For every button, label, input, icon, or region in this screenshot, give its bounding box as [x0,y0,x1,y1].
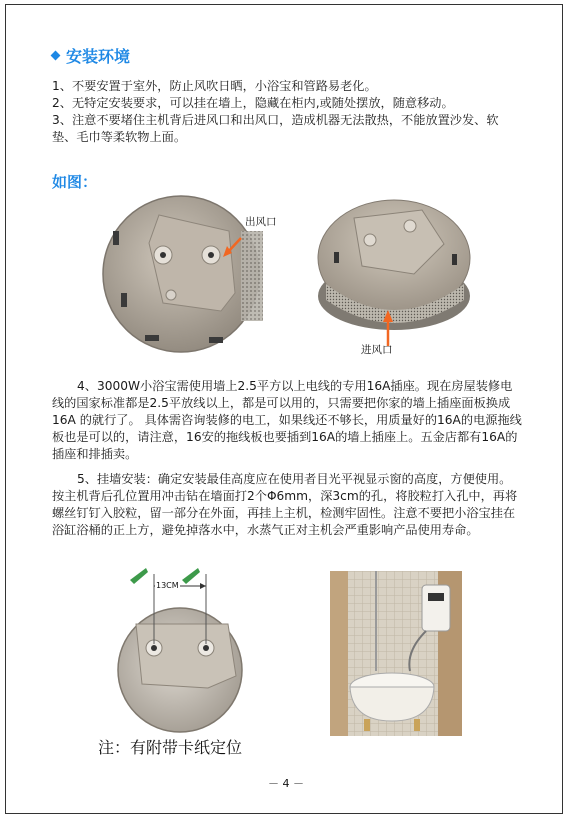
paragraph-4: 4、3000W小浴宝需使用墙上2.5平方以上电线的专用16A插座。现在房屋装修电线的国家标准都是2.5平放线以上，都是可以用的，只需要把你家的墙上插座面板换成16A 的就行了。 具体需咨询装修的电工，如果线还不够长，用质量好的16A的电源拖线板也是可以的，请注意，16安的拖线板也要插到16A的墙上插座上。五金店都有16A的插座和排插卖。 [52,379,522,461]
paragraph-5: 5、挂墙安装：确定安装最佳高度应在使用者目光平视显示窗的高度，方便使用。按主机背后孔位置用冲击钻在墙面打2个Φ6mm，深3cm的孔，将胶粒打入孔中，再将螺丝钉钉入胶粒，留一部分在外面，再挂上主机，检测牢固性。注意不要把小浴宝挂在浴缸浴桶的正上方，避免掉落水中，水蒸气正对主机会严重影响产品使用寿命。 [52,472,518,537]
heater-unit [422,585,450,631]
page-number: － 4 － [268,777,304,790]
figure-caption: 注：有附带卡纸定位 [98,738,243,757]
outlet-label: 出风口 [245,216,277,228]
list-item: 2、无特定安装要求，可以挂在墙上，隐藏在柜内,或随处摆放，随意移动。 [52,96,454,110]
requirements-list [52,78,522,146]
inlet-view-photo [314,196,474,356]
mounting-diagram [112,566,260,734]
list-item: 1、不要安置于室外，防止风吹日晒，小浴宝和管路易老化。 [52,79,377,93]
section-title-text: 安装环境 [66,47,131,66]
bathroom-photo [330,571,462,736]
distance-label: 13CM [156,581,179,590]
list-item: 3、注意不要堵住主机背后进风口和出风口，造成机器无法散热，不能放置沙发、软垫、毛巾等柔软物上面。 [52,113,499,144]
screwdriver-icon [130,568,148,584]
back-view-photo [101,193,266,355]
figure-title: 如图： [52,173,98,191]
diamond-bullet-icon [51,51,61,61]
inlet-label: 进风口 [361,344,393,356]
screwdriver-icon [182,568,200,584]
section-title [52,44,130,67]
